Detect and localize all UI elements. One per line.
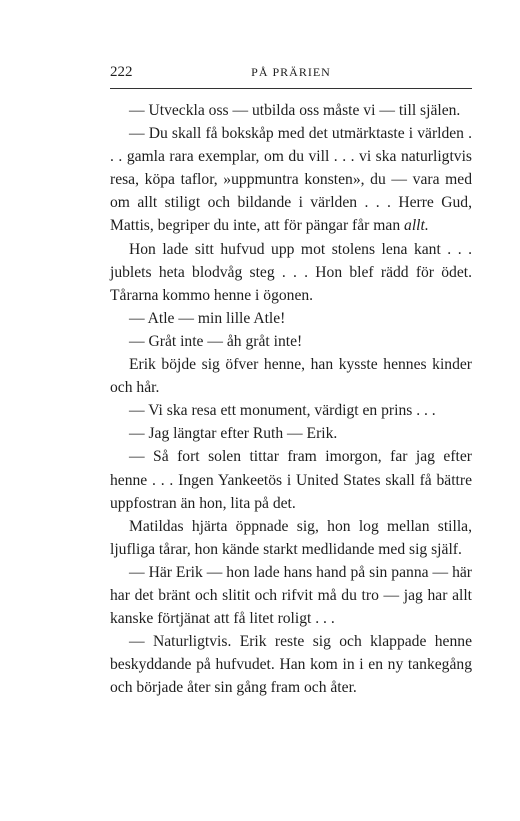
paragraph-text: — Du skall få bokskåp med det utmärktaste i världen . . . gamla rara exemplar, om du vill . . . vi ska naturligtvis resa, köpa taflor, »uppmuntra konsten», du — vara med om allt stiligt och bildande i världen . . . Herre Gud, Mattis, begriper du inte, att för pängar får man <box>110 125 472 235</box>
paragraph: Hon lade sitt hufvud upp mot stolens lena kant . . . jublets heta blodvåg steg . . . Hon blef rädd för ödet. Tårarna kommo henne i ögonen. <box>110 240 472 304</box>
paragraph: — Gråt inte — åh gråt inte! <box>129 332 303 350</box>
paragraph: — Så fort solen tittar fram imorgon, far jag efter henne . . . Ingen Yankeetös i United States skall få bättre uppfostran än hon, lita på det. <box>110 448 472 512</box>
page-number: 222 <box>110 64 133 80</box>
running-title: PÅ PRÄRIEN <box>251 65 331 79</box>
page-header <box>110 64 472 84</box>
paragraph: — Vi ska resa ett monument, värdigt en prins . . . <box>129 402 436 420</box>
paragraph <box>110 122 472 237</box>
emphasized-word: allt. <box>404 217 429 235</box>
paragraph: — Här Erik — hon lade hans hand på sin panna — här har det bränt och slitit och rifvit må du tro — jag har allt kanske förtjänat att få litet roligt . . . <box>110 563 472 628</box>
paragraph: — Atle — min lille Atle! <box>129 309 286 327</box>
paragraph: Erik böjde sig öfver henne, han kysste hennes kinder och hår. <box>110 356 472 397</box>
paragraph: — Jag längtar efter Ruth — Erik. <box>129 425 338 443</box>
paragraph: — Utveckla oss — utbilda oss måste vi — till själen. <box>129 102 461 119</box>
body-text <box>110 99 472 699</box>
paragraph: Matildas hjärta öppnade sig, hon log mellan stilla, ljufliga tårar, hon kände starkt medlidande med sig själf. <box>110 517 472 558</box>
paragraph: — Naturligtvis. Erik reste sig och klappade henne beskyddande på hufvudet. Han kom in i en ny tankegång och började åter sin gång fram och åter. <box>110 633 472 697</box>
header-rule <box>110 88 472 89</box>
